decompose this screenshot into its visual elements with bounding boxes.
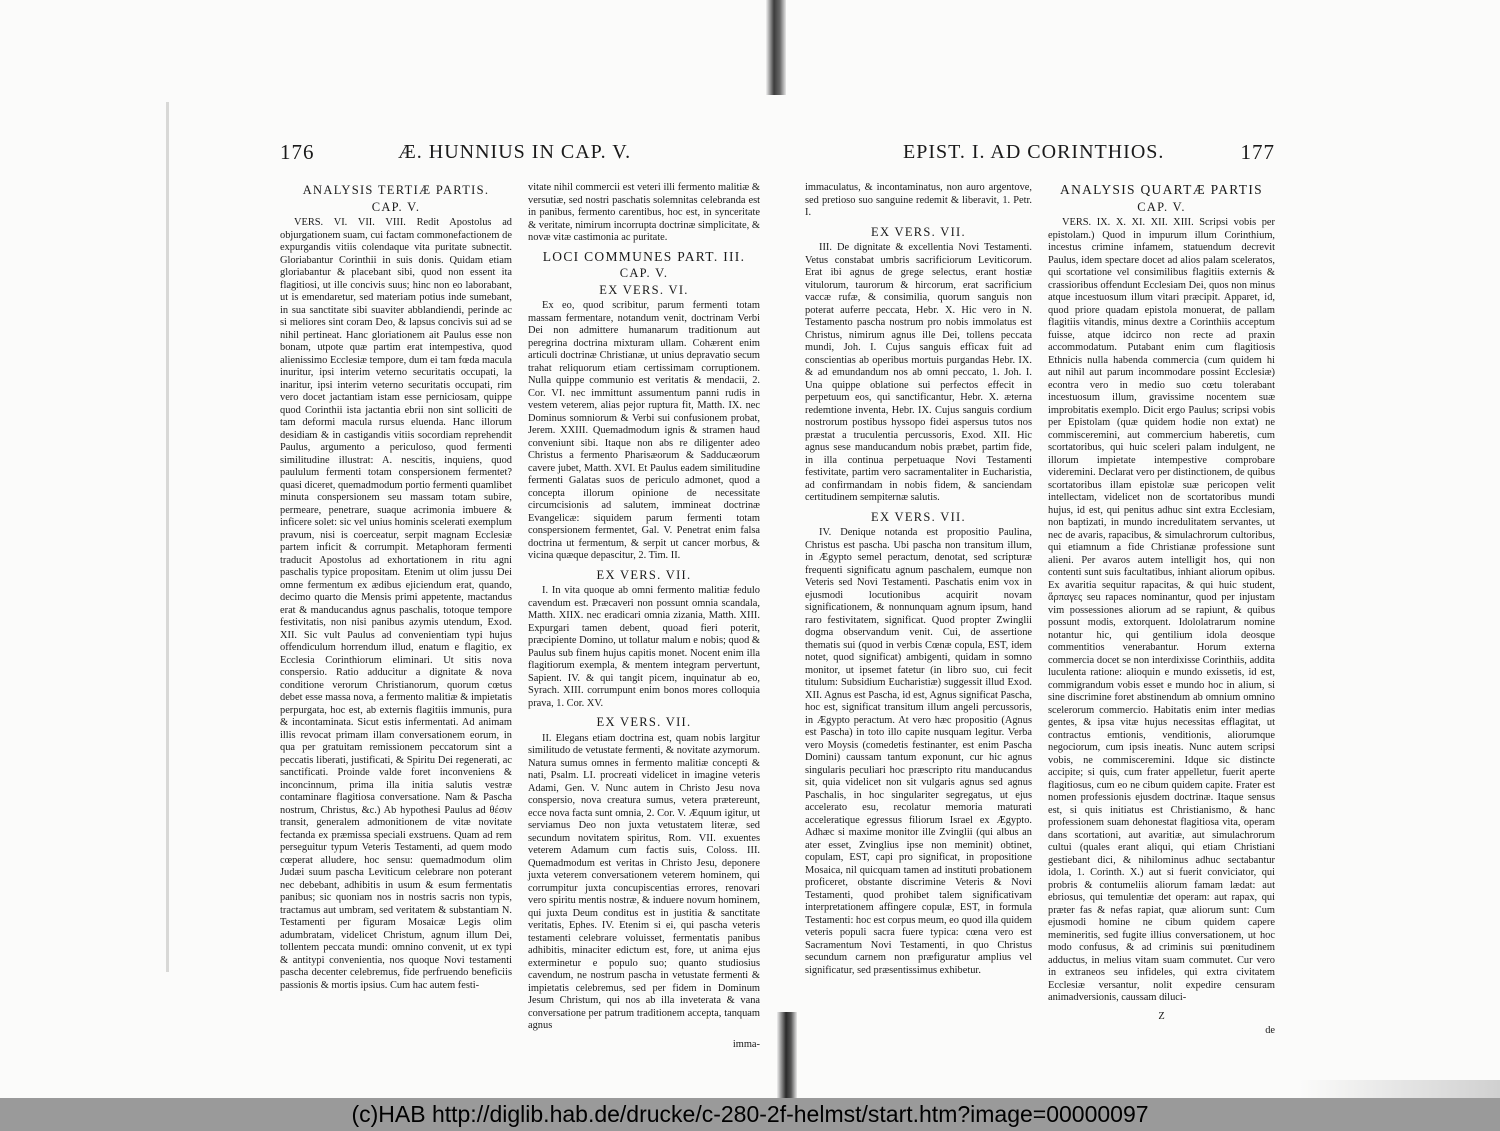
section-heading: CAP. V. bbox=[1137, 199, 1186, 214]
text-paragraph: Ex eo, quod scribitur, parum fermenti totam massam fermentare, notandum venit, doctrinam Verbi Dei non admittere humanarum traditionum aut peregrina doctrina mixturam ullam. Cohærent enim articuli doctrinæ Christianæ, ut unius depravatio secum trahat reliquorum etiam certissimam corruptionem. Nulla quippe communio est veritatis & mendacii, 2. Cor. VI. nec immittunt assumentum panni rudis in vestem veterem, alias pejor ruptura fit, Matth. IX. nec Dominus somniorum & Verbi sui confusionem probat, Jerem. XXIII. Quemadmodum ignis & stramen haud conveniunt sibi. Itaque non abs re diligenter adeo Christus a fermento Pharisæorum & Sadducæorum cavere jubet, Matth. XVI. Et Paulus eadem similitudine fermenti Galatas suos de periculo admonet, quod a concepta illorum opinione de necessitate circumcisionis ad salutem, immineat doctrinæ Evangelicæ: siquidem parum fermenti totam conspersionem fermentet, Gal. V. Penetrat enim falsa doctrina ut fermentum, & serpit ut cancer morbus, & vicina quæque depascitur, 2. Tim. II. bbox=[528, 300, 760, 561]
section-heading: CAP. V. bbox=[371, 199, 421, 214]
signature-mark: Z bbox=[1158, 1010, 1165, 1022]
text-paragraph: IV. Denique notanda est propositio Paulina, Christus est pascha. Ubi pascha non transitum illum, in Ægypto semel peractum, denotat, sed scripturæ frequenti significatu agnum paschalem, eumque non Veteris sed Novi Testamenti. Paschatis enim vox in ejusmodi locutionibus acquirit novam significationem, & nonnunquam agnum ipsum, hand raro festivitatem, significat. Quod propter Zwinglii dogma observandum venit. Cui, de assertione thematis sui (quod in verbis Cœnæ copula, EST, idem notet, quod significat) ambigenti, quidam in somno monitor, ut ipsemet fatetur (in libro suo, cui fecit titulum: Subsidium Eucharistiæ) suggessit illud Exod. XII. Agnus est Pascha, id est, Agnus significat Pascha, hoc est, significat transitum illum angeli percussoris, in Ægypto peractum. At vero hæc propositio (Agnus est Pascha) in toto illo capite nusquam legitur. Verba vero Moysis (comedetis festinanter, est enim Pascha Domini) caussam tantum exponunt, cur hic agnus singularis peculiari hoc præscripto ritu manducandus sit, quia videlicet non sit vulgaris agnus sed agnus Paschalis, in hoc singulariter segregatus, ut ejus accelerato esu, recolatur memoria maturati acceleratique egressus filiorum Israel ex Ægypto. Adhæc si maxime monitor ille Zvinglii (qui albus an ater esset, Zvinglius ipse non meminit) obtinet, copulam, EST, capi pro significat, in propositione Mosaica, nil quicquam tamen ad instituti probationem proficeret, obstante discrimine Veteris & Novi Testamenti, quod prohibet talem significativam interpretationem affingere copulæ, EST, in formula Testamenti: hoc est corpus meum, eo quod illa quidem veteris populi sacra fuere typica: cœna vero est Sacramentum Novi Testamenti, in quo Christus secundum carnem non præfiguratur amplius vel significatur, sed præsentissimus exhibetur. bbox=[805, 527, 1032, 976]
text-paragraph: VERS. VI. VII. VIII. Redit Apostolus ad objurgationem suam, cui factam commonefactionem de expurgandis vitiis colendaque vita puritate subnectit. Gloriabantur Corinthii in suis donis. Quidam etiam gloriabantur & placebant sibi, quod non essent ita flagitiosi, ut ille concivis suus; hinc non eo laborabant, ut is emendaretur, sed materiam potius inde sumebant, in sua sanctitate sibi suaviter abblandiendi, perinde ac si meliores sint coram Deo, & lapsus concivis sui ad se nihil pertineat. Hanc gloriationem ait Paulus esse non bonam, utpote quæ partim erat intempestiva, quod alienissimo Ecclesiæ tempore, dum ei tam fœda macula inuritur, ipsi interim veterno securitatis occupati, la inaritur, ipsi interim veterno securitatis occupati, rim vero docet jactantiam istam esse perniciosam, quippe quod Corinthii ista jactantia ebrii non sint solliciti de tam deformi macula rursus eluenda. Hanc illorum desidiam & in castigandis vitiis socordiam reprehendit Paulus, argumento a periculoso, quod fermenti similitudine illustrat: A. nescitis, inquiens, quod paululum fermenti totam conspersionem fermentet? quasi diceret, quemadmodum portio fermenti quamlibet minuta conspersionem seu massam totam subire, permeare, penetrare, suaque acrimonia imbuere & inficere solet: sic vel unius hominis scelerati exemplum pravum, nisi is coerceatur, serpit magnam Ecclesiæ partem inficit & corrumpit. Metaphoram fermenti traducit Apostolus ad exhortationem in ritu agni paschalis typice propositam. Etenim ut olim jussu Dei omne fermentum ex ædibus ejiciendum erat, quando, decimo quarto die Mensis primi appetente, mactandus erat & manducandus agnus paschalis, totoque tempore festivitatis, non nisi panibus azymis utendum, Exod. XII. Sic vult Paulus ad convenientiam typi hujus offendiculum horrendum illud, enatum e flagitio, ex Ecclesia Corinthiorum eliminari. Ut sitis nova conspersio. Ratio adducitur a dignitate & nova conditione verorum Christianorum, quorum cœtus debet esse massa nova, a fermento malitiæ & impietatis perpurgata, hoc est, ab externis flagitiis immunis, pura & incontaminata. Sicut estis infermentati. Ad animam illis revocat primam illam conversationem eorum, in qua per gratuitam remissionem peccatorum sint a peccatis liberati, justificati, & Spiritu Dei regenerati, ac sanctificati. Proinde valde foret inconveniens & inconcinnum, prima illa initia salutis vestræ contaminare flagitiosa conversatione. Nam & Pascha nostrum, Christus, &c.) Ab hypothesi Paulus ad θέσιν transit, generalem admonitionem de vitæ novitate fectanda ex præmissa speciali exstruens. Quam ad rem perseguitur typum Veteris Testamenti, ad quem modo cœperat alludere, hoc sensu: quemadmodum olim Judæi suum pascha Leviticum celebrare non poterant nec debebant, adhibitis in usum & esum fermentatis panibus; sic quoniam nos in nostris sacris non typis, tractamus aut umbram, sed veritatem & substantiam N. Testamenti per figuram Mosaicæ Legis olim adumbratam, videlicet Christum, agnum illum Dei, tollentem peccata mundi: omnino convenit, ut ex typi & antitypi convenientia, nos quoque Novi testamenti pascha decenter celebremus, fide perfruendo beneficiis passionis & mortis ipsius. Cum hac autem festi- bbox=[280, 217, 512, 991]
section-heading: CAP. V. bbox=[619, 266, 669, 280]
text-paragraph: III. De dignitate & excellentia Novi Testamenti. Vetus constabat umbris sacrificiorum Leviticorum. Erat ibi agnus de grege selectus, erant hostiæ vitulorum, taurorum & hircorum, erat sacrificium vaccæ rufæ, & consimilia, quorum sanguis non poterat auferre peccata, Hebr. X. Hic vero in N. Testamento pascha nostrum pro nobis immolatus est Christus, nimirum agnus ille Dei, tollens peccata mundi, Joh. I. Cujus sanguis efficax fuit ad conscientias ab operibus mortuis purgandas Hebr. IX. & ad emundandum nos ab omni peccato, 1. Joh. I. Una quippe oblatione sui perfectos effecit in perpetuum eos, qui sanctificantur, Hebr. X. æterna redemtione inventa, Hebr. IX. Cujus sanguis cordium nostrorum postibus hyssopo fidei aspersus tutos nos præstat a truculentia percussoris, Exod. XII. Hic agnus sese manducandum nobis præbet, partim fide, in illa continua perpetuaque Novi Testamenti festivitate, partim vero sacramentaliter in Eucharistia, ad confirmandam in nobis fidem, & sanciendam certitudinem sempiternæ salutis. bbox=[805, 242, 1032, 503]
right-column-1 bbox=[805, 182, 1032, 1038]
text-paragraph: VERS. IX. X. XI. XII. XIII. Scripsi vobis per epistolam.) Quod in impurum illum Corinthium, incestus crimine infamem, statuendum decrevit Paulus, idem spectare docet ad alios palam sceleratos, qui scortatione vel consimilibus flagitiis externis & crassioribus offendunt Ecclesiam Dei, quos non minus atque incestuosum illum vitari præcipit. Apparet, id, quod priore quadam epistola monuerat, de pallam flagitiis vitandis, minus dextre a Corinthiis acceptum fuisse, atque idcirco non recte ad praxin accommodatum. Putabant enim cum flagitiosis Ethnicis nulla habenda commercia (cum quidem hi aut nihil aut parum incommodare possint Ecclesiæ) econtra vero in medio suo cœtu tolerabant incestuosum illum, gravissime nocentem suæ improbitatis exemplo. Dicit ergo Paulus; scripsi vobis per Epistolam (quæ quidem hodie non extat) ne commisceremini, aut commercium haberetis, cum scortatoribus, qui huic sceleri palam indulgent, ne illorum impietate intempestive comprobare videremini. Declarat vero per distinctionem, de quibus scortatoribus illam epistolæ suæ pericopen velit intellectam, videlicet non de scortatoribus mundi hujus, id est, qui penitus adhuc sint extra Ecclesiam, non baptizati, in mundo incredulitatem servantes, ut nec de avaris, rapacibus, & simulachrorum cultoribus, qui etiamnum a fide Christianæ professione sunt alieni. Per avaros autem intelligit hos, qui non contenti sunt suis facultatibus, inhiant aliorum opibus. Ex avaritia sequitur rapacitas, & qui huic student, ἅρπαγες seu rapaces nominantur, quod per injustam vim possessiones aliorum ad se rapiunt, & quibus possunt modis, extorquent. Idololatrarum nomine notantur hic, qui gentilium idola deosque commentitios venerabantur. Horum externa commercia docet se non interdixisse Corinthiis, addita luculenta ratione: alioquin e mundo exissetis, id est, commigrandum vobis esset e mundo hoc in alium, si sine discrimine foret abstinendum ab omnium omnino scelerorum commercio. Habitatis enim inter medias gentes, & ipsa vitæ hujus necessitas efflagitat, ut contractus emtionis, venditionis, aliorumque negociorum, cum ipsis ineatis. Nunc autem scripsi vobis, ne commisceremini. Idque sic distincte accipite; si quis, cum frater appelletur, fuerit aperte flagitiosus, cum eo ne cibum quidem capite. Frater est nomen professionis ejusdem doctrinæ. Itaque sensus est, si quis initiatus est Christianismo, & hanc professionem suam dehonestat flagitiosa vita, operam dans scortationi, aut avaritiæ, aut simulachrorum cultui (quales erant aliqui, qui etiam Christiani gestiebant dici, & nihilominus adhuc sectabantur idola, 1. Corinth. X.) aut si fuerit conviciator, qui probris & contumeliis aliorum famam lædat: aut ebriosus, qui temulentiæ det operam: aut rapax, qui præter fas & nefas rapiat, quæ aliorum sunt: Cum ejusmodi homine ne cibum quidem capere memineritis, sed fugite illius conversationem, ut hoc modo confusus, & ad criminis sui pœnitudinem adductus, in melius vitam suam commutet. Cur vero in extraneos seu infideles, qui extra civitatem Ecclesiæ versantur, nolit expedire censuram animadversionis, caussam diluci- bbox=[1048, 217, 1275, 1003]
gutter-shadow-top bbox=[766, 0, 786, 95]
right-page bbox=[805, 140, 1275, 1038]
section-heading: LOCI COMMUNES PART. III. bbox=[542, 248, 746, 264]
text-paragraph: immaculatus, & incontaminatus, non auro argentove, sed pretioso suo sanguine redemit & liberavit, 1. Petr. I. bbox=[805, 182, 1032, 218]
running-head-left bbox=[280, 140, 760, 180]
section-heading: EX VERS. VII. bbox=[871, 509, 966, 524]
left-column-1 bbox=[280, 182, 512, 1051]
scan-edge-left bbox=[166, 102, 169, 972]
running-title-left: Æ. HUNNIUS IN CAP. V. bbox=[398, 141, 632, 163]
catchword: imma- bbox=[732, 1038, 760, 1050]
page-number-left: 176 bbox=[280, 140, 315, 164]
source-url-link[interactable]: (c)HAB http://diglib.hab.de/drucke/c-280-2f-helmst/start.htm?image=00000097 bbox=[351, 1101, 1149, 1127]
running-head-right bbox=[805, 140, 1275, 180]
section-heading: EX VERS. VII. bbox=[596, 715, 692, 729]
text-paragraph: I. In vita quoque ab omni fermento malitiæ fedulo cavendum est. Præcaveri non possunt omnia scandala, Matth. XIIX. nec eradicari omnia zizania, Matth. XIII. Expurgari tamen debent, quoad fieri poterit, præcipiente Domino, ut tollatur malum e nobis; quod & Paulus sub finem hujus capitis monet. Nocent enim illa flagitiorum exempla, & mentem integram pervertunt, Sapient. IV. & qui tangit picem, inquinatur ab eo, Syrach. XIII. corrumpunt enim bonos mores colloquia prava, 1. Cor. XV. bbox=[528, 585, 760, 709]
left-page bbox=[280, 140, 760, 1051]
page-number-right: 177 bbox=[1240, 140, 1275, 164]
source-footer bbox=[0, 1098, 1500, 1131]
catchword: de bbox=[1265, 1025, 1275, 1036]
left-page-columns bbox=[280, 182, 760, 1051]
section-heading: ANALYSIS TERTIÆ PARTIS. bbox=[302, 183, 490, 197]
scan-shadow-bottom bbox=[1300, 1080, 1500, 1098]
text-paragraph: vitate nihil commercii est veteri illi fermento malitiæ & versutiæ, sed nostri paschatis solemnitas celebranda est in panibus, fermento carentibus, hoc est, in synceritate & veritate, nimirum incorrupta doctrinæ simplicitate, & novæ vitæ castimonia ac puritate. bbox=[528, 182, 760, 243]
left-column-2 bbox=[528, 182, 760, 1051]
section-heading: EX VERS. VI. bbox=[599, 282, 689, 297]
section-heading: EX VERS. VII. bbox=[596, 567, 692, 582]
section-heading: EX VERS. VII. bbox=[871, 224, 966, 239]
right-column-2 bbox=[1048, 182, 1275, 1038]
section-heading: ANALYSIS QUARTÆ PARTIS bbox=[1060, 182, 1263, 197]
running-title-right: EPIST. I. AD CORINTHIOS. bbox=[903, 141, 1165, 163]
gutter-shadow-bottom bbox=[777, 1012, 797, 1098]
right-page-columns bbox=[805, 182, 1275, 1038]
text-paragraph: II. Elegans etiam doctrina est, quam nobis largitur similitudo de vetustate fermenti, & novitate azymorum. Natura sumus omnes in fermento malitiæ concepti & nati, Psalm. LI. procreati videlicet in imagine veteris Adami, Gen. V. Nunc autem in Christo Jesu nova conspersio, nova creatura sumus, vetera prætereunt, ecce nova facta sunt omnia, 2. Cor. V. Æquum igitur, ut serviamus Deo non juxta vetustatem literæ, sed secundum novitatem spiritus, Rom. VII. exuentes veterem Adamum cum factis suis, Coloss. III. Quemadmodum est veritas in Christo Jesu, deponere juxta veterem conversationem veterem hominem, qui corrumpitur juxta concupiscentias errores, renovari vero spiritu mentis nostræ, & induere novum hominem, qui juxta Deum conditus est in justitia & sanctitate veritatis, Ephes. IV. Etenim si ei, qui pascha veteris testamenti celebrare voluisset, fermentatis panibus adhibitis, minaciter edictum est, fore, ut anima ejus exterminetur e populo suo; quanto studiosius cavendum, ne nostrum pascha in vetustate fermenti & impietatis celebremus, sed per fidem in Dominum Jesum Christum, qui nos ab illa inveterata & vana conversatione per patrum traditionem accepta, tanquam agnus bbox=[528, 732, 760, 1031]
